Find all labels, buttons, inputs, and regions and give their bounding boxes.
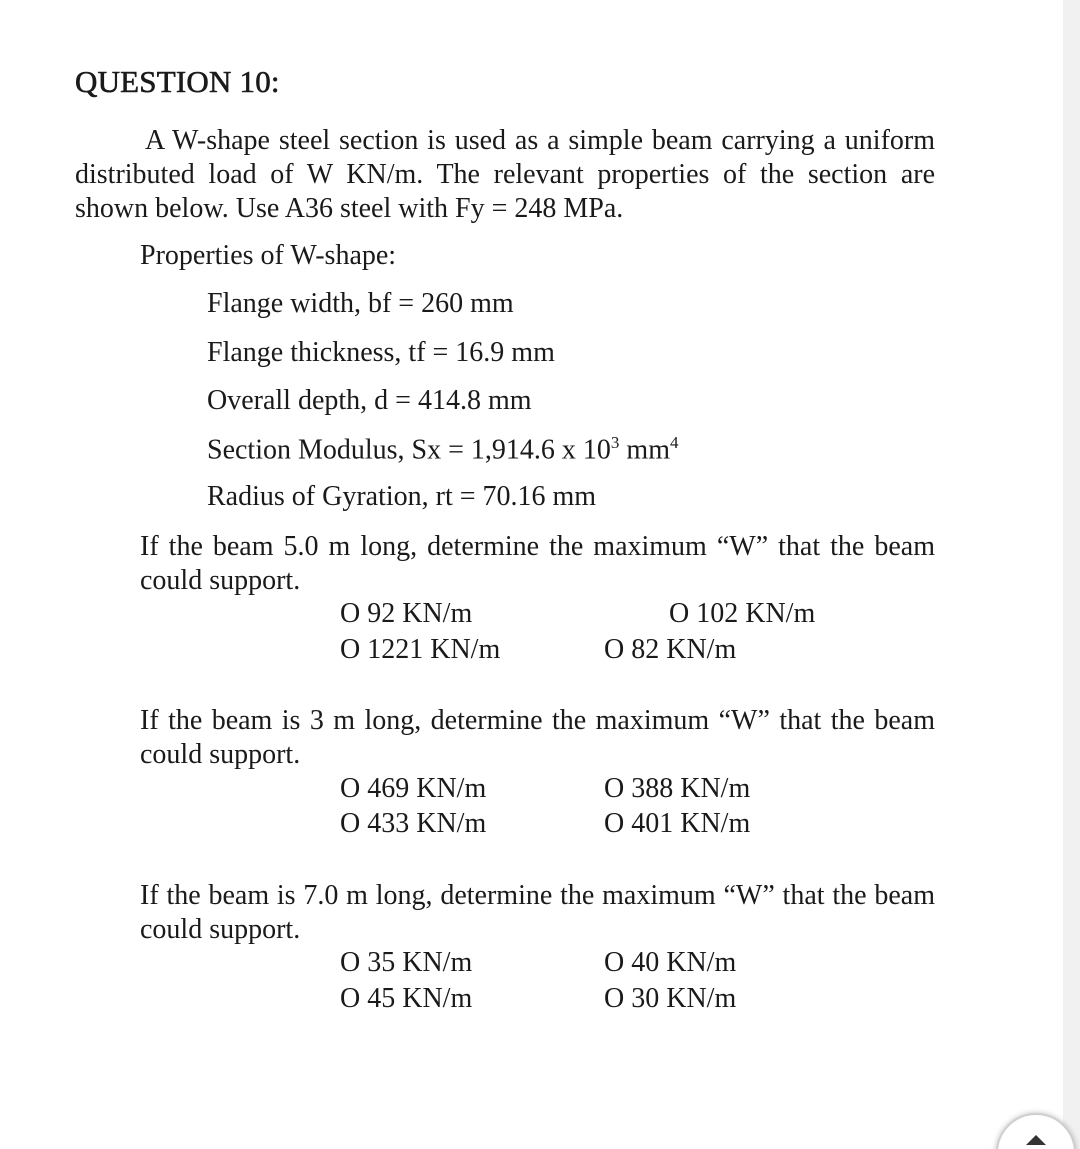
section-modulus-unit: mm (619, 434, 670, 466)
part-2-option-b[interactable]: O 388 KN/m (604, 773, 751, 804)
property-radius-gyration: Radius of Gyration, rt = 70.16 mm (207, 481, 597, 512)
part-1-option-a[interactable]: O 92 KN/m (340, 598, 473, 629)
part-2-prompt: If the beam is 3 m long, determine the maximum “W” that the beam could support. (140, 705, 935, 770)
part-1-option-d[interactable]: O 82 KN/m (604, 634, 737, 665)
section-modulus-text: Section Modulus, Sx = 1,914.6 x 10 (207, 434, 611, 466)
part-3-option-c[interactable]: O 45 KN/m (340, 983, 473, 1014)
scrollbar-strip (1063, 0, 1080, 1149)
part-2-option-a[interactable]: O 469 KN/m (340, 773, 487, 804)
part-3-option-a[interactable]: O 35 KN/m (340, 947, 473, 978)
part-1-option-c[interactable]: O 1221 KN/m (340, 634, 501, 665)
properties-heading: Properties of W-shape: (140, 240, 397, 271)
chevron-up-icon (1024, 1133, 1048, 1147)
section-modulus-unit-exponent: 4 (669, 433, 679, 452)
part-1-prompt: If the beam 5.0 m long, determine the maximum “W” that the beam could support. (140, 531, 935, 596)
part-2-option-d[interactable]: O 401 KN/m (604, 808, 751, 839)
part-3-option-d[interactable]: O 30 KN/m (604, 983, 737, 1014)
part-1-option-b[interactable]: O 102 KN/m (669, 598, 816, 629)
property-section-modulus (207, 433, 678, 466)
part-2-option-c[interactable]: O 433 KN/m (340, 808, 487, 839)
property-flange-width: Flange width, bf = 260 mm (207, 288, 514, 319)
part-3-prompt: If the beam is 7.0 m long, determine the maximum “W” that the beam could support. (140, 880, 935, 945)
property-flange-thickness: Flange thickness, tf = 16.9 mm (207, 337, 555, 368)
section-modulus-exponent: 3 (610, 433, 620, 452)
property-overall-depth: Overall depth, d = 414.8 mm (207, 385, 532, 416)
question-title: QUESTION 10: (75, 64, 280, 99)
part-3-option-b[interactable]: O 40 KN/m (604, 947, 737, 978)
question-intro: A W-shape steel section is used as a simple beam carrying a uniform distributed load of W KN/m. The relevant properties of the section are shown below. Use A36 steel with Fy = 248 MPa. (75, 125, 935, 224)
